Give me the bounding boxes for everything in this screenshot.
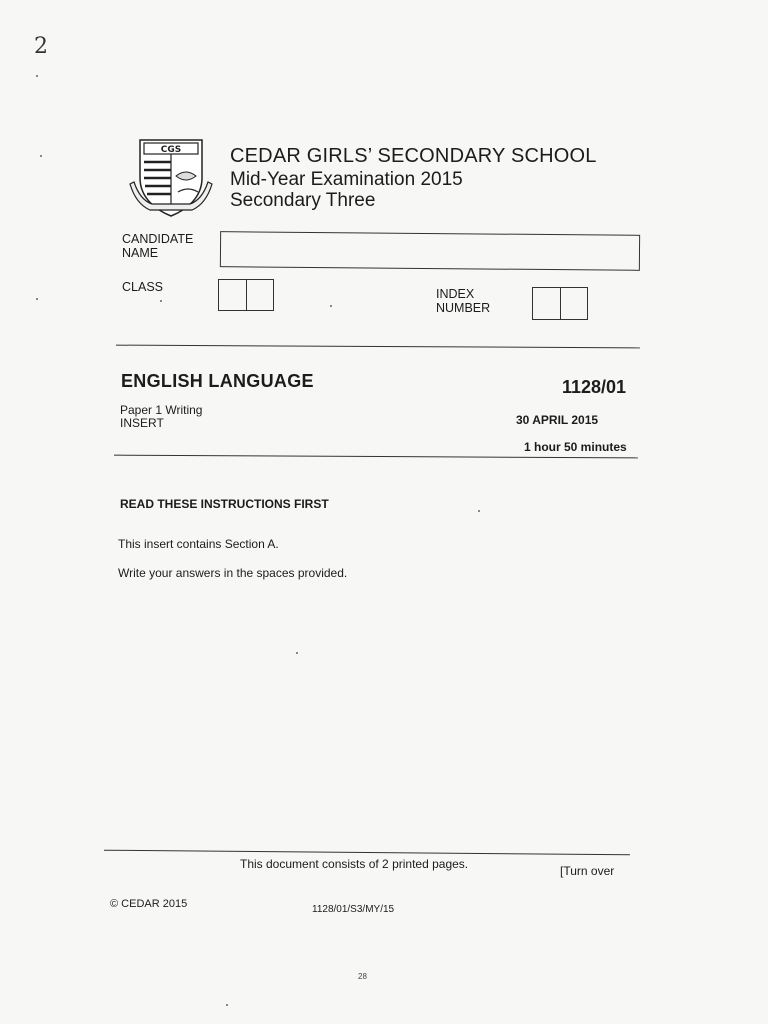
index-number-field[interactable]: [532, 287, 588, 320]
scan-speck: [478, 510, 480, 512]
school-name: CEDAR GIRLS’ SECONDARY SCHOOL: [230, 145, 597, 167]
scan-speck: [40, 155, 42, 157]
exam-level: Secondary Three: [230, 190, 376, 211]
instruction-line: Write your answers in the spaces provided.: [118, 566, 348, 580]
scan-speck: [226, 1004, 228, 1006]
pages-note: This document consists of 2 printed pages.: [240, 857, 469, 871]
exam-date: 30 APRIL 2015: [516, 413, 599, 427]
class-label: CLASS: [122, 280, 163, 294]
footer-divider: [104, 850, 630, 856]
page-number: 28: [358, 972, 367, 981]
instructions-heading: READ THESE INSTRUCTIONS FIRST: [120, 497, 329, 511]
exam-title: Mid-Year Examination 2015: [230, 169, 463, 190]
scan-speck: [296, 652, 298, 654]
scan-speck: [36, 298, 38, 300]
paper-code: 1128/01: [562, 377, 627, 397]
scan-speck: [330, 305, 332, 307]
school-crest-logo: [126, 134, 216, 220]
scan-speck: [36, 75, 38, 77]
index-number-label: INDEX NUMBER: [436, 287, 491, 315]
subject-title: ENGLISH LANGUAGE: [121, 371, 314, 391]
turn-over-note: [Turn over: [560, 864, 615, 878]
svg-text:CGS: CGS: [160, 145, 182, 155]
instruction-line: This insert contains Section A.: [118, 537, 279, 551]
paper-name: Paper 1 Writing: [120, 403, 203, 417]
document-reference: 1128/01/S3/MY/15: [312, 904, 395, 915]
exam-duration: 1 hour 50 minutes: [524, 440, 627, 454]
copyright-notice: © CEDAR 2015: [110, 898, 188, 910]
class-field[interactable]: [218, 279, 274, 311]
insert-label: INSERT: [120, 416, 164, 430]
candidate-name-field[interactable]: [220, 231, 640, 271]
handwritten-page-number: 2: [34, 34, 48, 59]
divider-line: [116, 345, 640, 349]
candidate-name-label: CANDIDATE NAME: [122, 232, 194, 260]
scan-speck: [160, 300, 162, 302]
divider-line: [114, 455, 638, 459]
